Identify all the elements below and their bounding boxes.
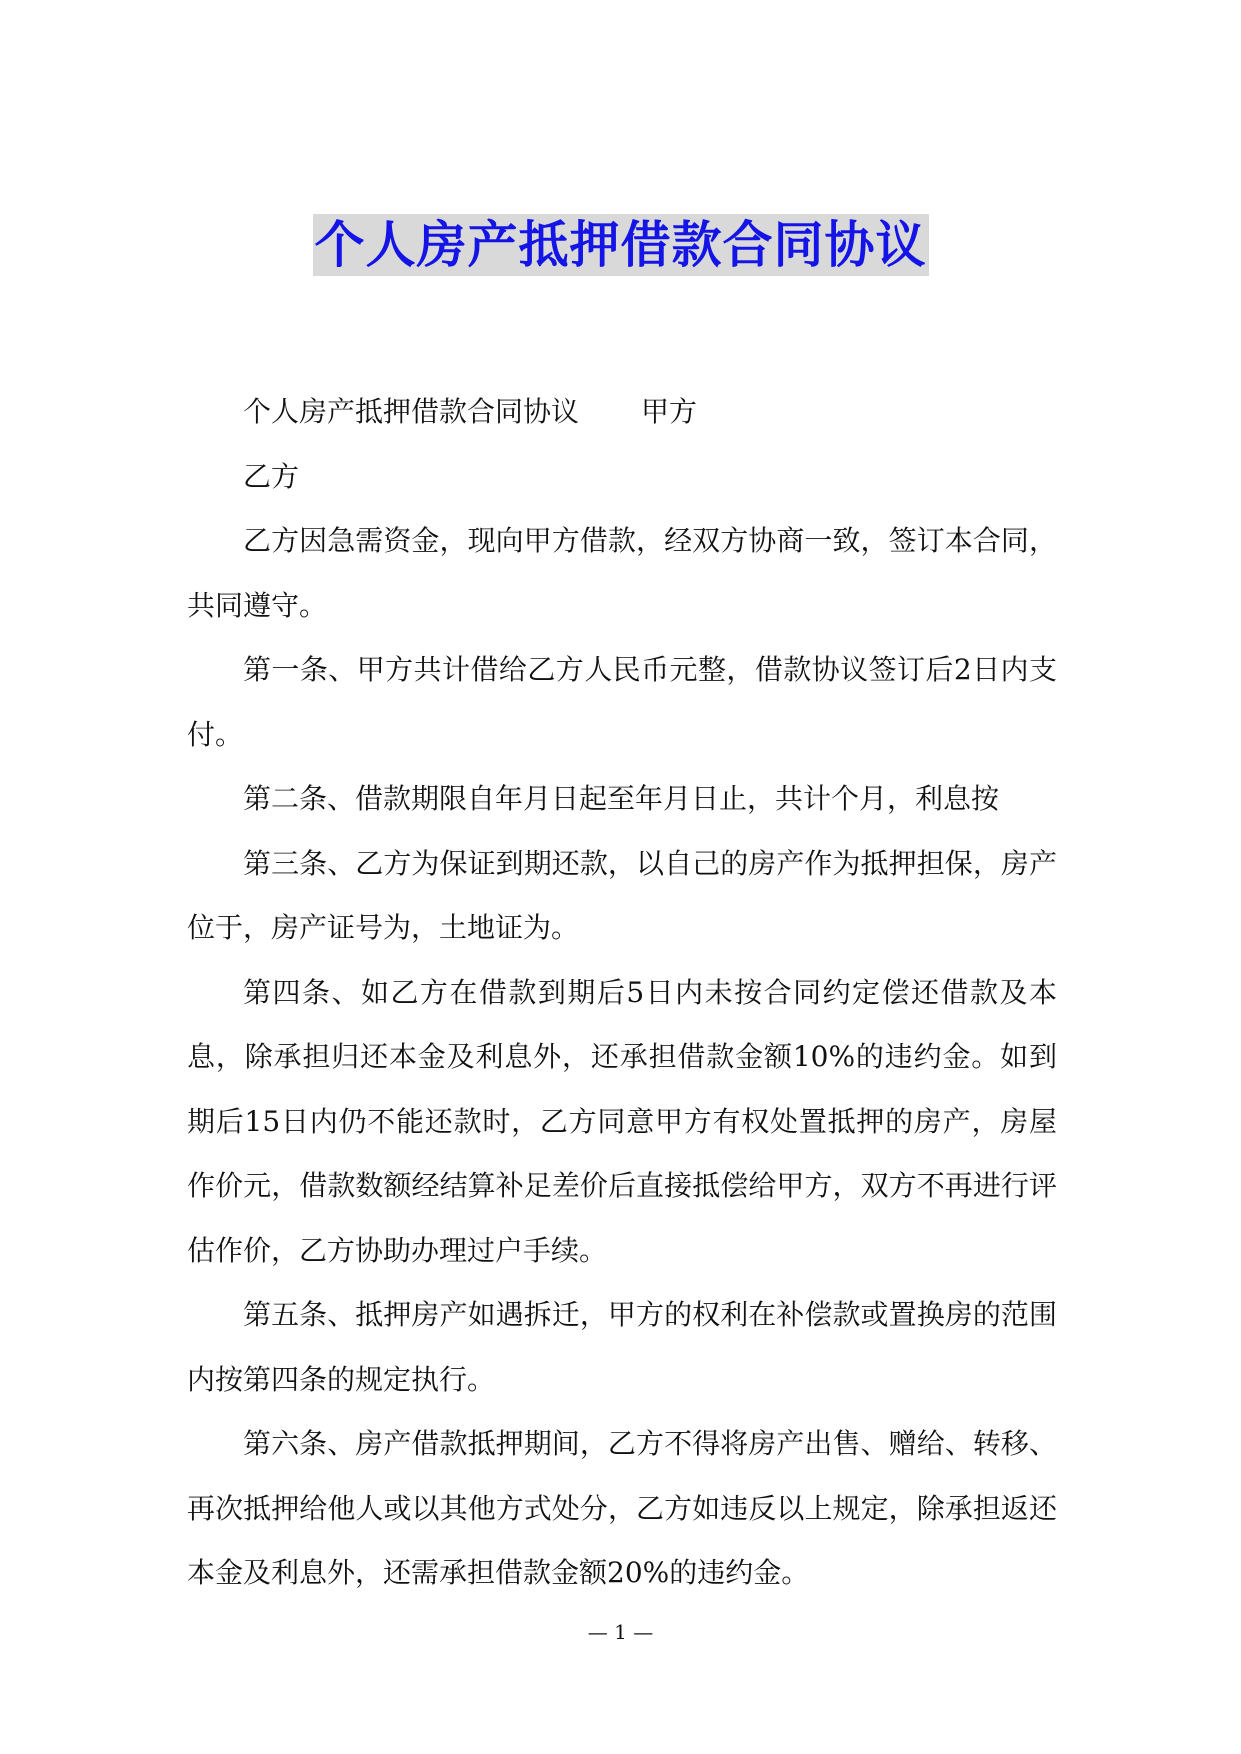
paragraph-article-1: 第一条、甲方共计借给乙方人民币元整，借款协议签订后2日内支付。 xyxy=(187,653,1057,751)
page-number: — 1 — xyxy=(587,1620,654,1644)
party-a-label: 甲方 xyxy=(641,395,698,428)
paragraph-article-6: 第六条、房产借款抵押期间，乙方不得将房产出售、赠给、转移、再次抵押给他人或以其他方式处分，乙方如违反以上规定，除承担返还本金及利息外，还需承担借款金额20%的违约金。 xyxy=(187,1427,1057,1589)
header-line-title: 个人房产抵押借款合同协议 xyxy=(243,395,580,428)
paragraph-article-4: 第四条、如乙方在借款到期后5日内未按合同约定偿还借款及本息，除承担归还本金及利息外，还承担借款金额10%的违约金。如到期后15日内仍不能还款时，乙方同意甲方有权处置抵押的房产，房屋作价元，借款数额经结算补足差价后直接抵偿给甲方，双方不再进行评估作价，乙方协助办理过户手续。 xyxy=(187,975,1057,1267)
paragraph-article-5: 第五条、抵押房产如遇拆迁，甲方的权利在补偿款或置换房的范围内按第四条的规定执行。 xyxy=(187,1298,1057,1396)
document-body xyxy=(187,380,1057,1606)
document-title: 个人房产抵押借款合同协议 xyxy=(314,216,927,274)
party-b-label: 乙方 xyxy=(243,459,300,493)
title-container xyxy=(0,214,1241,276)
paragraph-preamble: 乙方因急需资金，现向甲方借款，经双方协商一致，签订本合同，共同遵守。 xyxy=(187,524,1057,622)
paragraph-article-2: 第二条、借款期限自年月日起至年月日止，共计个月，利息按 xyxy=(243,782,1000,815)
header-line xyxy=(187,380,1057,445)
paragraph-article-3: 第三条、乙方为保证到期还款，以自己的房产作为抵押担保，房产位于，房产证号为，土地证为。 xyxy=(187,846,1057,944)
